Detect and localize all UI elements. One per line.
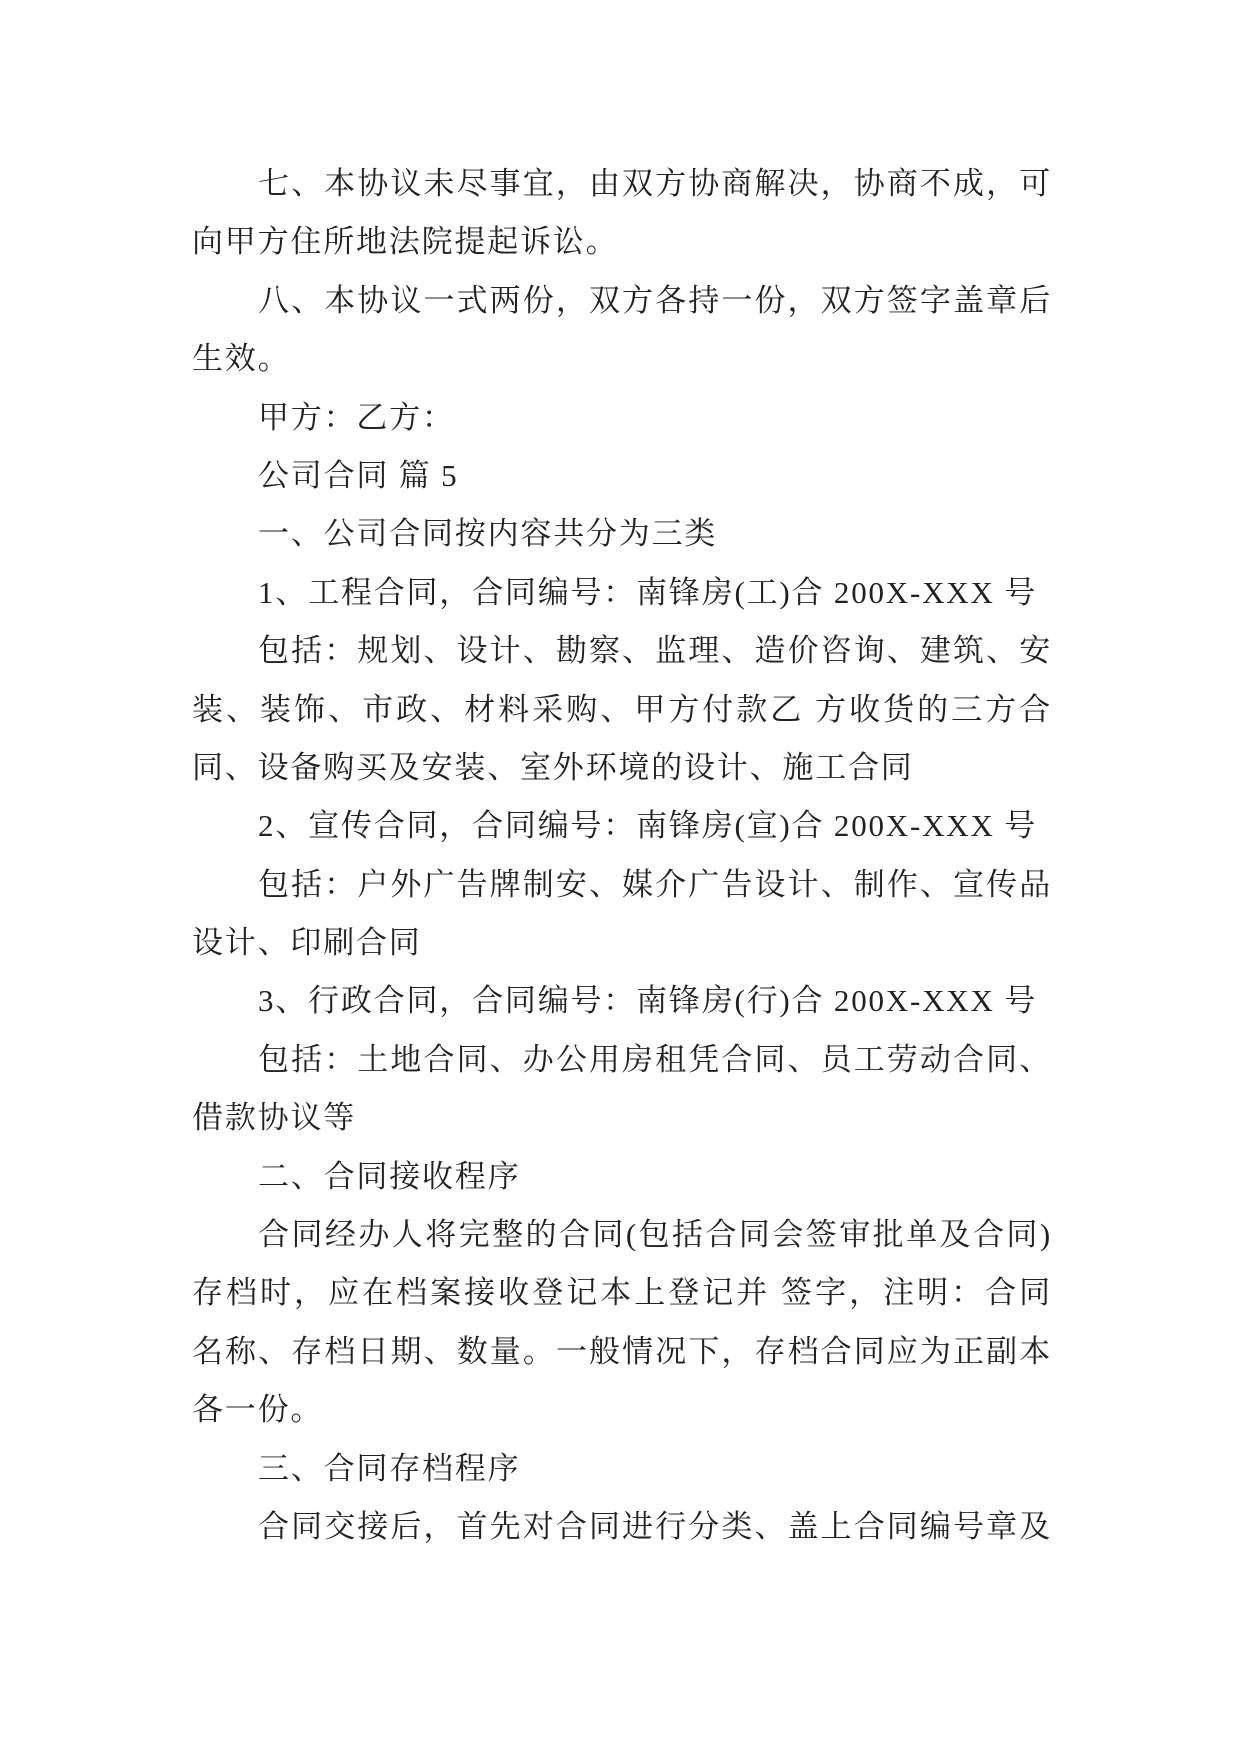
contract-scope-paragraph bbox=[192, 622, 1052, 797]
text-line: 合同经办人将完整的合同(包括合同会签审批单及合同) bbox=[258, 1217, 1052, 1253]
contract-type-item bbox=[192, 797, 1052, 855]
text-line: 包括：规划、设计、勘察、监理、造价咨询、建筑、安 bbox=[258, 633, 1052, 669]
text-line: 向甲方住所地法院提起诉讼。 bbox=[192, 224, 619, 260]
contract-type-item bbox=[192, 972, 1052, 1030]
article-title bbox=[192, 447, 1052, 505]
contract-scope-paragraph bbox=[192, 1031, 1052, 1148]
text-line: 一、公司合同按内容共分为三类 bbox=[258, 516, 718, 552]
archiving-procedure-paragraph bbox=[192, 1498, 1052, 1556]
text-line: 七、本协议未尽事宜，由双方协商解决，协商不成，可 bbox=[258, 166, 1052, 201]
text-line: 存档时，应在档案接收登记本上登记并 签字，注明：合同 bbox=[192, 1275, 1052, 1311]
text-line: 合同交接后，首先对合同进行分类、盖上合同编号章及 bbox=[258, 1508, 1052, 1544]
text-line: 1、工程合同，合同编号：南锋房(工)合 200X-XXX 号 bbox=[258, 574, 1038, 610]
contract-type-item bbox=[192, 564, 1052, 622]
contract-scope-paragraph bbox=[192, 856, 1052, 973]
text-line: 各一份。 bbox=[192, 1392, 324, 1428]
text-line: 装、装饰、市政、材料采购、甲方付款乙 方收货的三方合 bbox=[192, 691, 1052, 727]
text-line: 包括：户外广告牌制安、媒介广告设计、制作、宣传品 bbox=[258, 866, 1052, 902]
text-line: 甲方：乙方： bbox=[258, 399, 455, 435]
receiving-procedure-paragraph bbox=[192, 1206, 1052, 1440]
text-line: 八、本协议一式两份，双方各持一份，双方签字盖章后 bbox=[258, 282, 1052, 318]
clause-eight-paragraph bbox=[192, 272, 1052, 389]
section-heading bbox=[192, 1440, 1052, 1498]
clause-seven-paragraph bbox=[192, 155, 1052, 272]
text-line: 设计、印刷合同 bbox=[192, 925, 422, 961]
text-line: 三、合同存档程序 bbox=[258, 1450, 521, 1486]
text-line: 包括：土地合同、办公用房租凭合同、员工劳动合同、 bbox=[258, 1041, 1052, 1077]
text-line: 生效。 bbox=[192, 341, 291, 377]
document-body bbox=[192, 155, 1052, 1556]
text-line: 借款协议等 bbox=[192, 1100, 356, 1136]
signature-line bbox=[192, 389, 1052, 447]
section-heading bbox=[192, 505, 1052, 563]
text-line: 同、设备购买及安装、室外环境的设计、施工合同 bbox=[192, 749, 914, 785]
text-line: 二、合同接收程序 bbox=[258, 1158, 521, 1194]
section-heading bbox=[192, 1148, 1052, 1206]
text-line: 3、行政合同，合同编号：南锋房(行)合 200X-XXX 号 bbox=[258, 983, 1038, 1019]
text-line: 名称、存档日期、数量。一般情况下，存档合同应为正副本 bbox=[192, 1333, 1052, 1369]
text-line: 2、宣传合同，合同编号：南锋房(宣)合 200X-XXX 号 bbox=[258, 808, 1038, 844]
text-line: 公司合同 篇 5 bbox=[258, 457, 459, 493]
